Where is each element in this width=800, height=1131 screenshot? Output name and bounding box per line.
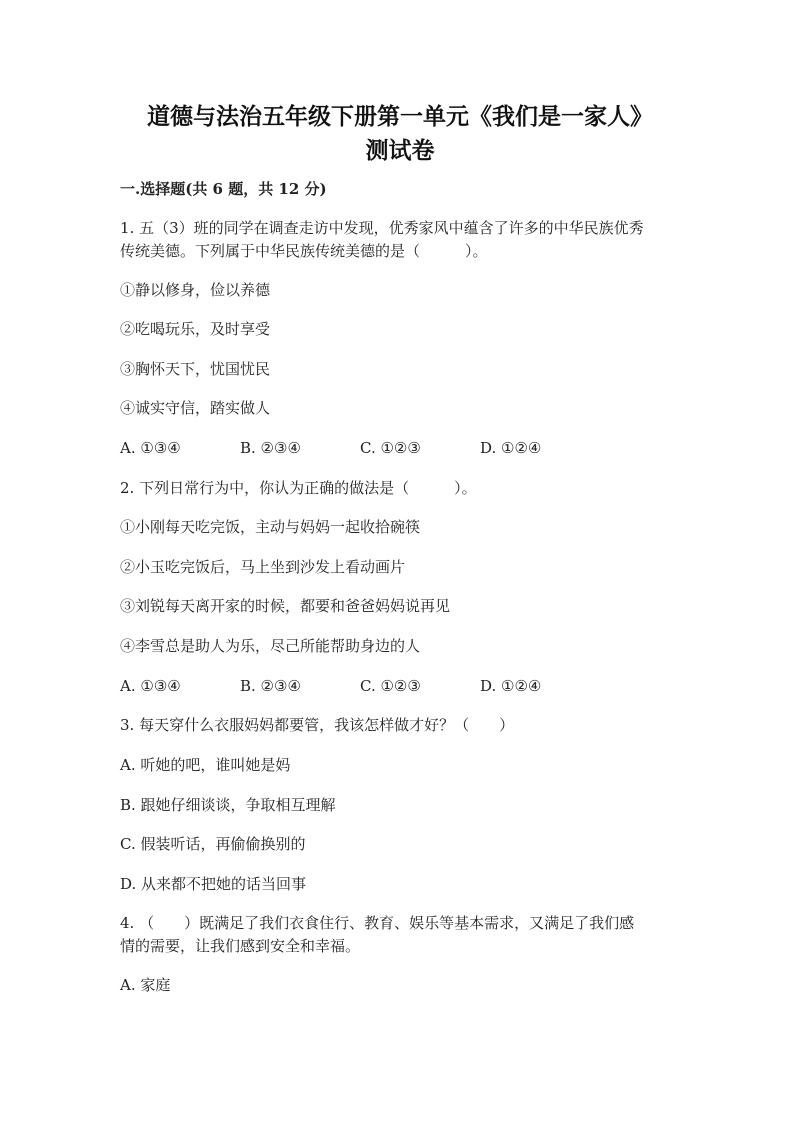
question-1-item: ④诚实守信，踏实做人	[120, 399, 271, 417]
option-a[interactable]: A. 听她的吧，谁叫她是妈	[120, 756, 291, 774]
page-title: 道德与法治五年级下册第一单元《我们是一家人》	[147, 103, 653, 130]
option-b[interactable]: B. ②③④	[240, 439, 301, 457]
question-2-item: ③刘锐每天离开家的时候，都要和爸爸妈妈说再见	[120, 597, 451, 615]
page-subtitle: 测试卷	[365, 137, 435, 164]
option-d[interactable]: D. ①②④	[480, 439, 542, 457]
question-2-item: ④李雪总是助人为乐，尽己所能帮助身边的人	[120, 637, 421, 655]
question-2-item: ②小玉吃完饭后，马上坐到沙发上看动画片	[120, 558, 406, 576]
section-heading: 一.选择题(共 6 题，共 12 分)	[120, 180, 327, 198]
question-1-item: ②吃喝玩乐，及时享受	[120, 320, 271, 338]
question-1-item: ③胸怀天下，忧国忧民	[120, 360, 271, 378]
option-c[interactable]: C. ①②③	[360, 439, 421, 457]
question-4-text-line-1: 4. （ ）既满足了我们衣食住行、教育、娱乐等基本需求，又满足了我们感	[120, 914, 635, 932]
question-1-item: ①静以修身，俭以养德	[120, 281, 271, 299]
question-2-item: ①小刚每天吃完饭，主动与妈妈一起收拾碗筷	[120, 518, 421, 536]
option-a[interactable]: A. 家庭	[120, 976, 171, 994]
option-d[interactable]: D. ①②④	[480, 677, 542, 695]
question-1-text-line-2: 传统美德。下列属于中华民族传统美德的是（ ）。	[120, 242, 488, 260]
option-c[interactable]: C. ①②③	[360, 677, 421, 695]
question-2-text: 2. 下列日常行为中，你认为正确的做法是（ ）。	[120, 479, 477, 497]
question-4-text-line-2: 情的需要，让我们感到安全和幸福。	[120, 937, 361, 955]
option-a[interactable]: A. ①③④	[120, 677, 181, 695]
question-1-text-line-1: 1. 五（3）班的同学在调查走访中发现，优秀家风中蕴含了许多的中华民族优秀	[120, 219, 644, 237]
question-1-options	[120, 437, 600, 460]
question-3-text: 3. 每天穿什么衣服妈妈都要管，我该怎样做才好？（ ）	[120, 716, 515, 734]
option-b[interactable]: B. 跟她仔细谈谈，争取相互理解	[120, 796, 336, 814]
question-2-options	[120, 675, 600, 698]
option-d[interactable]: D. 从来都不把她的话当回事	[120, 875, 307, 893]
option-a[interactable]: A. ①③④	[120, 439, 181, 457]
option-b[interactable]: B. ②③④	[240, 677, 301, 695]
option-c[interactable]: C. 假装听话，再偷偷换别的	[120, 835, 306, 853]
